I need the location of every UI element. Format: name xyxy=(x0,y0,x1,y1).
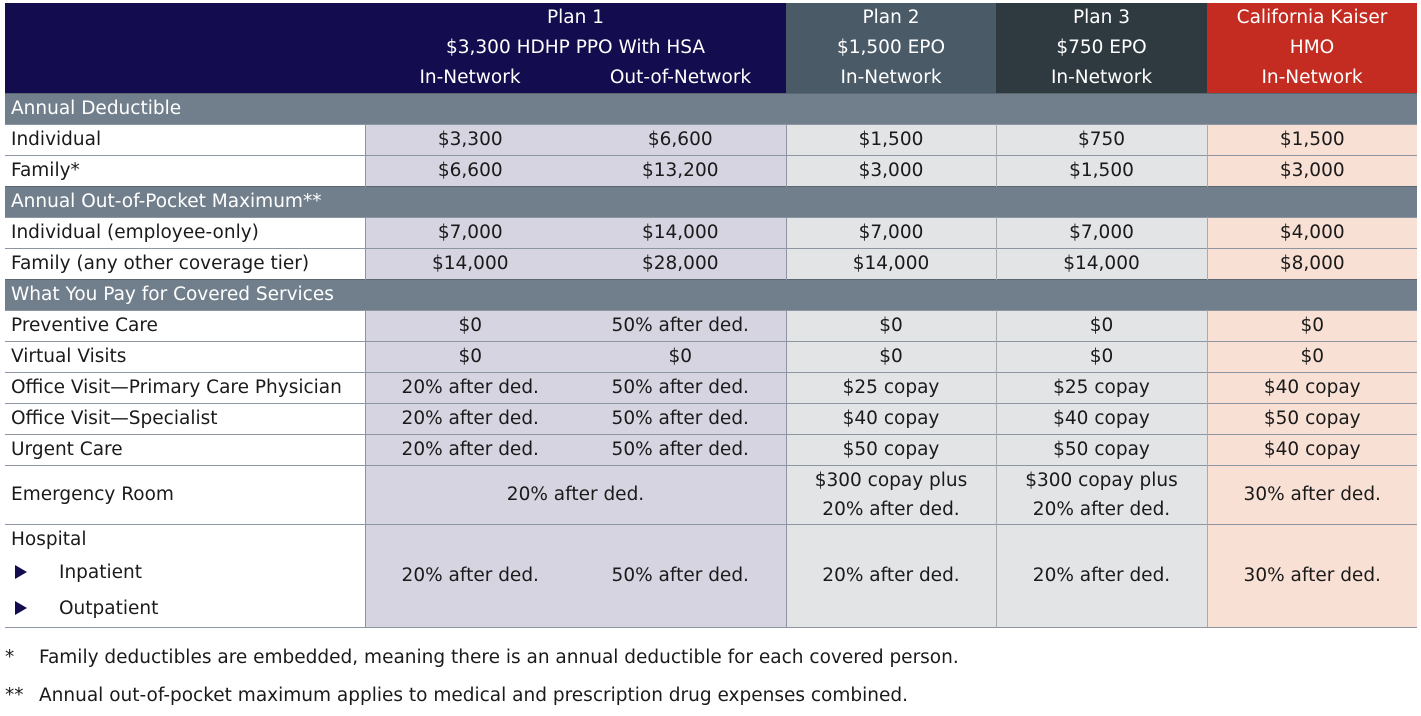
row-label: Office Visit—Specialist xyxy=(5,404,365,435)
plan1-out-network-cell: $28,000 xyxy=(575,249,786,280)
plan1-out-network-cell: $13,200 xyxy=(575,156,786,187)
plan1-out-network-cell: 50% after ded. xyxy=(575,373,786,404)
plan3-cell: $750 xyxy=(996,125,1207,156)
kaiser-emergency-cell: 30% after ded. xyxy=(1207,466,1417,525)
section-annual-deductible xyxy=(5,94,1417,125)
plan3-emergency-cell xyxy=(996,466,1207,525)
plan1-in-network-cell: $0 xyxy=(365,342,575,373)
plan1-header xyxy=(365,3,786,94)
plan1-in-network-cell: $7,000 xyxy=(365,218,575,249)
row-label: Individual xyxy=(5,125,365,156)
footnote-marker: * xyxy=(5,647,15,668)
plan1-in-network-cell: $6,600 xyxy=(365,156,575,187)
row-label: Urgent Care xyxy=(5,435,365,466)
plan2-cell: $50 copay xyxy=(786,435,996,466)
plan1-out-network-label: Out-of-Network xyxy=(609,67,752,88)
plan1-title: Plan 1 xyxy=(546,7,604,28)
plan3-cell: $14,000 xyxy=(996,249,1207,280)
plan3-subtitle: $750 EPO xyxy=(1056,37,1147,58)
plan2-emergency-cell xyxy=(786,466,996,525)
hospital-inpatient-label: Inpatient xyxy=(59,562,143,583)
row-label: Virtual Visits xyxy=(5,342,365,373)
kaiser-cell: $50 copay xyxy=(1207,404,1417,435)
plan2-cell: $14,000 xyxy=(786,249,996,280)
kaiser-cell: $1,500 xyxy=(1207,125,1417,156)
table-row xyxy=(5,218,1417,249)
table-row xyxy=(5,125,1417,156)
footnote-text: Family deductibles are embedded, meaning there is an annual deductible for each covered person. xyxy=(39,647,959,668)
plan1-in-network-cell: 20% after ded. xyxy=(365,373,575,404)
kaiser-in-network-label: In-Network xyxy=(1261,67,1363,88)
plan2-cell: $1,500 xyxy=(786,125,996,156)
kaiser-cell: $0 xyxy=(1207,342,1417,373)
plan3-cell: $0 xyxy=(996,342,1207,373)
kaiser-subtitle: HMO xyxy=(1289,37,1335,58)
plan2-header xyxy=(786,3,996,94)
plan1-emergency-cell: 20% after ded. xyxy=(365,466,786,525)
plan2-cell: $0 xyxy=(786,342,996,373)
benefits-comparison-table xyxy=(5,3,1417,628)
section-out-of-pocket-maximum xyxy=(5,187,1417,218)
plan1-out-hospital-cell: 50% after ded. xyxy=(575,525,786,628)
plan-header-row xyxy=(5,3,1417,94)
plan1-out-network-cell: 50% after ded. xyxy=(575,435,786,466)
plan1-in-network-cell: $3,300 xyxy=(365,125,575,156)
section-covered-services xyxy=(5,280,1417,311)
plan1-out-network-cell: 50% after ded. xyxy=(575,311,786,342)
plan2-cell: $3,000 xyxy=(786,156,996,187)
table-row xyxy=(5,435,1417,466)
plan2-cell: $0 xyxy=(786,311,996,342)
row-label: Family (any other coverage tier) xyxy=(5,249,365,280)
plan1-in-network-label: In-Network xyxy=(419,67,521,88)
plan1-subtitle: $3,300 HDHP PPO With HSA xyxy=(445,37,705,58)
plan2-subtitle: $1,500 EPO xyxy=(836,37,946,58)
row-label: Office Visit—Primary Care Physician xyxy=(5,373,365,404)
plan1-in-network-cell: $14,000 xyxy=(365,249,575,280)
row-label: Emergency Room xyxy=(5,466,365,525)
plan3-cell: $40 copay xyxy=(996,404,1207,435)
section-title: What You Pay for Covered Services xyxy=(5,280,1417,311)
kaiser-cell: $0 xyxy=(1207,311,1417,342)
plan2-title: Plan 2 xyxy=(862,7,920,28)
table-row xyxy=(5,404,1417,435)
row-label: Family* xyxy=(5,156,365,187)
footnote-text: Annual out-of-pocket maximum applies to medical and prescription drug expenses combined. xyxy=(39,685,909,706)
plan2-in-network-label: In-Network xyxy=(840,67,942,88)
plan1-in-hospital-cell: 20% after ded. xyxy=(365,525,575,628)
kaiser-cell: $4,000 xyxy=(1207,218,1417,249)
kaiser-cell: $8,000 xyxy=(1207,249,1417,280)
plan3-hospital-cell: 20% after ded. xyxy=(996,525,1207,628)
kaiser-header xyxy=(1207,3,1417,94)
emergency-room-row xyxy=(5,466,1417,525)
plan1-in-network-cell: $0 xyxy=(365,311,575,342)
plan3-cell: $7,000 xyxy=(996,218,1207,249)
row-label: Preventive Care xyxy=(5,311,365,342)
plan3-title: Plan 3 xyxy=(1072,7,1130,28)
section-title: Annual Deductible xyxy=(5,94,1417,125)
kaiser-cell: $40 copay xyxy=(1207,373,1417,404)
header-blank-cell xyxy=(5,3,365,94)
plan1-in-network-cell: 20% after ded. xyxy=(365,404,575,435)
plan3-cell: $50 copay xyxy=(996,435,1207,466)
plan1-in-network-cell: 20% after ded. xyxy=(365,435,575,466)
plan2-emergency-line1: $300 copay plus xyxy=(814,470,968,491)
section-title: Annual Out-of-Pocket Maximum** xyxy=(5,187,1417,218)
plan2-cell: $7,000 xyxy=(786,218,996,249)
kaiser-hospital-cell: 30% after ded. xyxy=(1207,525,1417,628)
row-label: Individual (employee-only) xyxy=(5,218,365,249)
hospital-label-cell xyxy=(5,525,365,628)
table-row xyxy=(5,249,1417,280)
plan3-emergency-line2: 20% after ded. xyxy=(1032,499,1171,520)
footnote-marker: ** xyxy=(5,685,24,706)
plan2-cell: $40 copay xyxy=(786,404,996,435)
plan1-out-network-cell: $0 xyxy=(575,342,786,373)
plan2-hospital-cell: 20% after ded. xyxy=(786,525,996,628)
kaiser-cell: $40 copay xyxy=(1207,435,1417,466)
plan3-cell: $25 copay xyxy=(996,373,1207,404)
plan3-emergency-line1: $300 copay plus xyxy=(1025,470,1178,491)
table-row xyxy=(5,342,1417,373)
footnote-deductible xyxy=(5,647,959,668)
bullet-triangle-icon xyxy=(15,565,27,579)
bullet-triangle-icon xyxy=(15,601,27,615)
plan2-emergency-line2: 20% after ded. xyxy=(822,499,960,520)
kaiser-cell: $3,000 xyxy=(1207,156,1417,187)
plan1-out-network-cell: $14,000 xyxy=(575,218,786,249)
hospital-outpatient-label: Outpatient xyxy=(59,598,159,619)
table-row xyxy=(5,156,1417,187)
plan1-out-network-cell: 50% after ded. xyxy=(575,404,786,435)
table-row xyxy=(5,373,1417,404)
hospital-row xyxy=(5,525,1417,628)
plan3-cell: $1,500 xyxy=(996,156,1207,187)
kaiser-title: California Kaiser xyxy=(1236,7,1388,28)
plan3-in-network-label: In-Network xyxy=(1050,67,1153,88)
plan1-out-network-cell: $6,600 xyxy=(575,125,786,156)
row-label: Hospital xyxy=(11,529,87,550)
footnote-out-of-pocket xyxy=(5,685,908,706)
plan2-cell: $25 copay xyxy=(786,373,996,404)
plan3-cell: $0 xyxy=(996,311,1207,342)
plan3-header xyxy=(996,3,1207,94)
table-row xyxy=(5,311,1417,342)
